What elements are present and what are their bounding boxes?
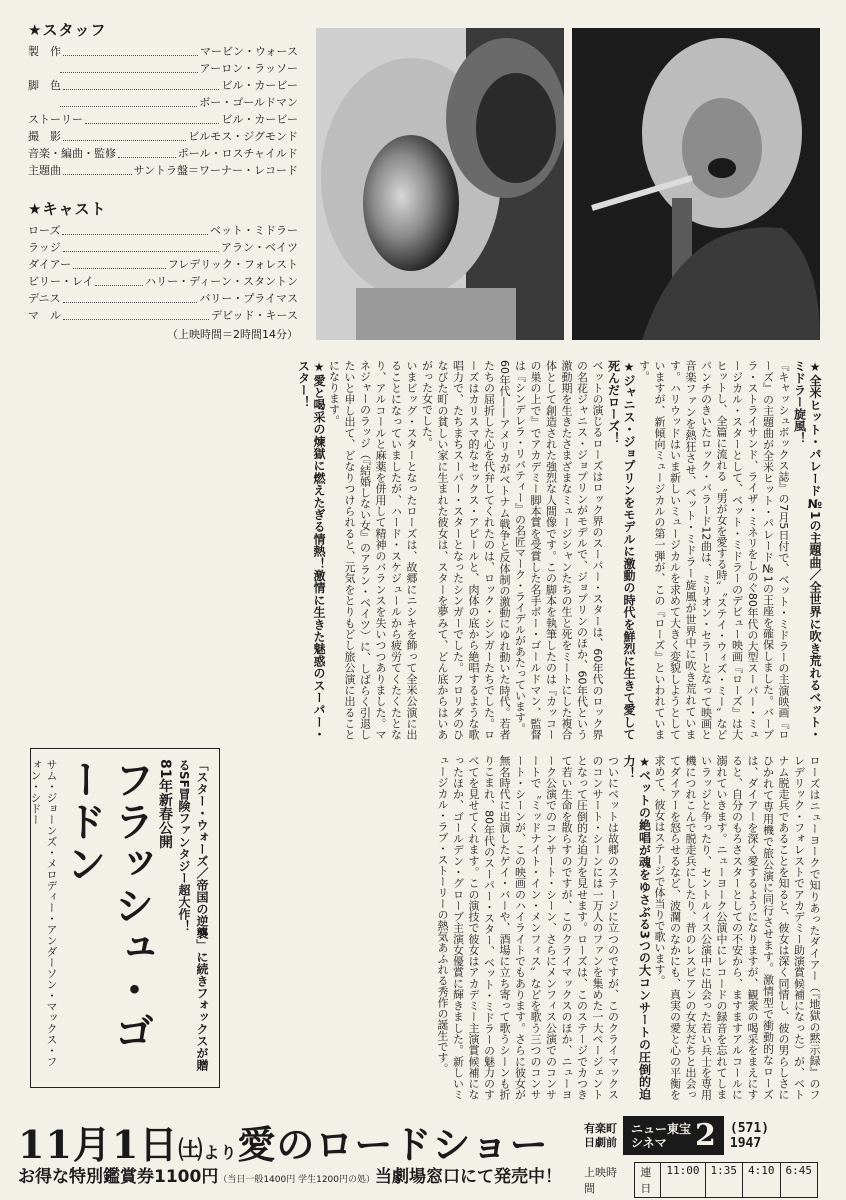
paragraph-1: 『キャッシュボックス誌』の7月5日付で、ベット・ミドラーの主演映画『ローズ』の主題曲が全米ヒット・パレード№1の王座を確保しました。バーブラ・ストライサンド、ライザ・ミネリをしのぐ80年代の大型スーパー・ミュージカル・スターとして、ベット・ミドラーのデビュー映画『ローズ』は大ヒットし、全篇に流れる〝男が女を愛する時〟〝ステイ・ウィズ・ミー〟などパンチのきいたロック・バラード12曲は、ミリオン・セラーとなって映画と音楽ファンを熱狂させ、ベット・ミドラー旋風が世界中に吹き荒れています。ハリウッドはいま新しいミュージカルを求めて大きく変貌しようとしていますが、新傾向ミュージカルの第一弾が、この『ローズ』といわれています。 bbox=[637, 360, 790, 740]
flash-title: フラッシュ・ゴードン bbox=[60, 759, 154, 1053]
staff-row bbox=[28, 111, 298, 128]
cast-row bbox=[28, 239, 298, 256]
staff-name: マービン・ウォース bbox=[199, 45, 298, 58]
leader-dots bbox=[63, 55, 198, 56]
paragraph-4: いまビッグ・スターとなったローズは、故郷にニシキを飾って全米公演に出ることになっていましたが、ハード・スケジュールから疲労てくたくたとなり、アルコールと麻薬を併用して精神のバランスを失いつつありました。マネジャーのラッジ（『結婚しない女』のアラン・ベイツ）に、しばらく引退したいと申し出て、どなりつけられると、元気をとりもどし旅公演に出ることになります。 bbox=[327, 360, 418, 741]
theater-location bbox=[584, 1122, 617, 1150]
theater-name-line-2: シネマ bbox=[631, 1135, 667, 1150]
photo-singer bbox=[572, 28, 820, 340]
theater-phone bbox=[730, 1121, 769, 1151]
showtimes-label: 上映時間 bbox=[584, 1166, 617, 1195]
roadshow-title: 愛のロードショー bbox=[237, 1122, 549, 1167]
cast-role: マ ル bbox=[28, 309, 61, 322]
cast-role: デニス bbox=[28, 292, 61, 305]
flash-cast: サム・ジョーンズ・メロディー・アンダーソン・マックス・フォン・シドー bbox=[29, 759, 58, 1067]
leader-dots bbox=[63, 319, 209, 320]
staff-name: ビルモス・ジグモンド bbox=[188, 130, 298, 143]
paragraph-2: ベットの演じるローズはロック界のスーパー・スターは、60年代のロック界の名花ジャニス・ジョプリンがモデルで、ジョプリンのほか、60年代という激動期を生きたさまざまなミュージシャンたちの生と死をミートにした複合体として創造された強烈な人間像です。この脚本を執筆したのは『カッコーの巣の上で』でアカデミー脚本賞を受賞した名手ボー・ゴールドマン、監督は『シンデレラ・リバティー』の名匠マーク・ライデルがあたっています。 bbox=[513, 360, 604, 740]
staff-row bbox=[28, 128, 298, 145]
staff-name: ビル・カービー bbox=[221, 113, 298, 126]
cast-heading: ★キャスト bbox=[28, 200, 107, 218]
staff-name: アーロン・ラッソー bbox=[199, 62, 298, 75]
leader-dots bbox=[73, 268, 166, 269]
phone-line-2: 1947 bbox=[729, 1135, 762, 1151]
ticket-suffix: 当劇場窓口にて発売中！ bbox=[375, 1167, 562, 1187]
cast-list bbox=[28, 222, 298, 324]
flash-season: 81年新春公開 bbox=[157, 759, 173, 849]
leader-dots bbox=[63, 251, 219, 252]
flash-gordon-ad bbox=[30, 748, 220, 1088]
theater-number: 2 bbox=[695, 1118, 716, 1153]
staff-name: ボー・ゴールドマン bbox=[199, 96, 298, 109]
staff-role: ストーリー bbox=[28, 113, 83, 126]
location-line-2: 日劇前 bbox=[584, 1135, 617, 1149]
headline-4: ★ベットの絶唱が魂をゆさぶる3つの大コンサートの圧倒的迫力！ bbox=[622, 755, 652, 1100]
article-continued bbox=[230, 755, 822, 1100]
runtime: （上映時間＝2時間14分） bbox=[167, 328, 298, 341]
cast-role: ビリー・レイ bbox=[28, 275, 94, 288]
cast-row bbox=[28, 273, 298, 290]
staff-name: ポール・ロスチャイルド bbox=[177, 147, 298, 160]
location-line-1: 有楽町 bbox=[584, 1121, 617, 1135]
cast-name: フレデリック・フォレスト bbox=[167, 258, 298, 271]
theater-name bbox=[631, 1122, 691, 1150]
release-date bbox=[18, 1114, 549, 1169]
ticket-info bbox=[18, 1162, 562, 1187]
showtime-cell: 1:35 bbox=[706, 1163, 744, 1197]
paragraph-3: 60年代——アメリカがベトナム戦争と反体制の激動にゆれ動いた時代。若者たちの屈折した心を代弁してくれたのは、ロック・シンガーたちでした。ローズはカリスマ的なセックス・アピールと、肉体の底から絶唱するような歌唱力で、たちまちスーパー・スターとなったシンガーでした。フロリダのひなびた町の貧しい家に生まれた彼女は、スターを夢みて、どん底からはいあがった女でした。 bbox=[420, 360, 511, 740]
leader-dots bbox=[63, 140, 186, 141]
cast-row bbox=[28, 256, 298, 273]
cast-name: アラン・ベイツ bbox=[221, 241, 298, 254]
cast-row bbox=[28, 222, 298, 239]
leader-dots bbox=[63, 302, 198, 303]
leader-dots bbox=[63, 89, 219, 90]
staff-list bbox=[28, 43, 298, 179]
showtime-cell: 6:45 bbox=[785, 1164, 812, 1177]
ticket-note: （当日一般1400円 学生1200円の処） bbox=[218, 1175, 375, 1185]
leader-dots bbox=[60, 72, 198, 73]
cast-name: ハリー・ディーン・スタントン bbox=[145, 275, 298, 288]
date-text: 11月1日 bbox=[18, 1122, 179, 1167]
staff-role: 音楽・編曲・監修 bbox=[28, 147, 116, 160]
theater-name-line-1: ニュー東宝 bbox=[631, 1121, 692, 1136]
cast-role: ローズ bbox=[28, 224, 61, 237]
paragraph-5: ローズはニューヨークで知りあったダイアー（『地獄の黙示録』のフレデリック・フォレストでアカデミー助演賞候補になった）が、ベトナム脱走兵であることを知ると、彼女は深く同情し、彼の男らしさにひかれて専用機で旅公演に同行させます。激情型で衝動的なローズは、ダイアーを深く愛するようになりますが、観衆の喝采をまえにすると、自分のもろさスターとしての不安から、ますますアルコールに溺れていきます。ニューヨーク公演中にレコードの録音を忘れてしまいラッジと争ったり、セントルイス公演中に出会った若い兵士を専用機につれこんで脱走兵にしたり、昔のレスビアンの女友だちと出会ってダイアーを怒らせるなど、波瀾のなかにも、真実の愛と心の平衡を求めて、彼女はステージで体当りで歌います。 bbox=[653, 755, 821, 1101]
flash-tagline: 「スター・ウォーズ／帝国の逆襲」に続きフォックスが贈るSF冒険ファンタジー超大作！ bbox=[177, 759, 209, 1071]
cast-role: ラッジ bbox=[28, 241, 61, 254]
cast-name: デビッド・キース bbox=[210, 309, 298, 322]
ticket-prefix: お得な特別鑑賞券1100円 bbox=[18, 1167, 219, 1187]
paragraph-6: ついにベットは故郷のステージに立つのですが、このクライマックスのコンサート・シーンには一万人のファンを集めた一大ページェントとなって圧倒的な迫力を見せます。ローズは、このステージでカつきて若い生命を散らすのですが、このクライマックスのほか、ニューヨーク公演でのコンサート・シーン、さらにメンフィス公演でのコンサートで〝ミッドナイト・イン・メンフィス〟などを歌う三つのコンサート・シーンが、この映画のハイライトでもあります。さらに彼女が無名時代に出演したゲイ・バーや、酒場に立ち寄って歌うシーンも折りこまれ、80年代のスーパー・スター、ベット・ミドラーの魅力のすべてを見せてくれます。この演技で彼女はアカデミー主演賞候補になったほか、ゴールデン・グローブ主演女優賞に輝きました。新しいミュージカル・ラブ・ストーリーの熱気あふれる秀作の誕生です。 bbox=[436, 755, 620, 1100]
leader-dots bbox=[85, 123, 219, 124]
showtime-cell: 4:10 bbox=[743, 1163, 781, 1197]
credits-block bbox=[28, 22, 298, 343]
leader-dots bbox=[63, 174, 132, 175]
article-main bbox=[28, 360, 822, 740]
showtimes bbox=[584, 1162, 818, 1198]
staff-heading: ★スタッフ bbox=[28, 21, 107, 39]
staff-row bbox=[28, 94, 298, 111]
headline-3: ★愛と喝采の煉獄に燃えたぎる情熱！激情に生きた魅惑のスーパー・スター！ bbox=[296, 360, 326, 740]
staff-row bbox=[28, 77, 298, 94]
staff-row bbox=[28, 43, 298, 60]
leader-dots bbox=[95, 285, 143, 286]
theater-info bbox=[584, 1116, 769, 1155]
staff-name: ビル・カービー bbox=[221, 79, 298, 92]
leader-dots bbox=[118, 157, 176, 158]
leader-dots bbox=[60, 106, 197, 107]
cast-row bbox=[28, 307, 298, 324]
staff-row bbox=[28, 60, 298, 77]
staff-role: 脚 色 bbox=[28, 79, 61, 92]
headline-2: ★ジャニス・ジョプリンをモデルに激動の時代を鮮烈に生きて愛して死んだローズ！ bbox=[606, 360, 636, 740]
cast-name: バリー・プライマス bbox=[199, 292, 298, 305]
staff-name: サントラ盤＝ワーナー・レコード bbox=[133, 164, 298, 177]
release-banner bbox=[18, 1110, 818, 1195]
headline-1: ★全米ヒット・パレード№1の主題曲／全世界に吹き荒れるベット・ミドラー旋風！ bbox=[792, 360, 822, 740]
cast-role: ダイアー bbox=[28, 258, 72, 271]
photo-couple bbox=[316, 28, 564, 340]
staff-row bbox=[28, 145, 298, 162]
showtime-cell: 11:00 bbox=[661, 1163, 705, 1197]
date-yori: より bbox=[203, 1143, 238, 1162]
staff-role: 製 作 bbox=[28, 45, 61, 58]
staff-role: 主題曲 bbox=[28, 164, 61, 177]
cast-name: ベット・ミドラー bbox=[210, 224, 298, 237]
staff-row bbox=[28, 162, 298, 179]
cast-row bbox=[28, 290, 298, 307]
leader-dots bbox=[62, 234, 208, 235]
showtime-cell: 連日 bbox=[635, 1163, 661, 1197]
phone-line-1: (571) bbox=[729, 1120, 770, 1136]
showtimes-table bbox=[634, 1162, 818, 1198]
date-day: ㈯ bbox=[178, 1135, 204, 1164]
staff-role: 撮 影 bbox=[28, 130, 61, 143]
theater-name-box bbox=[623, 1116, 724, 1155]
